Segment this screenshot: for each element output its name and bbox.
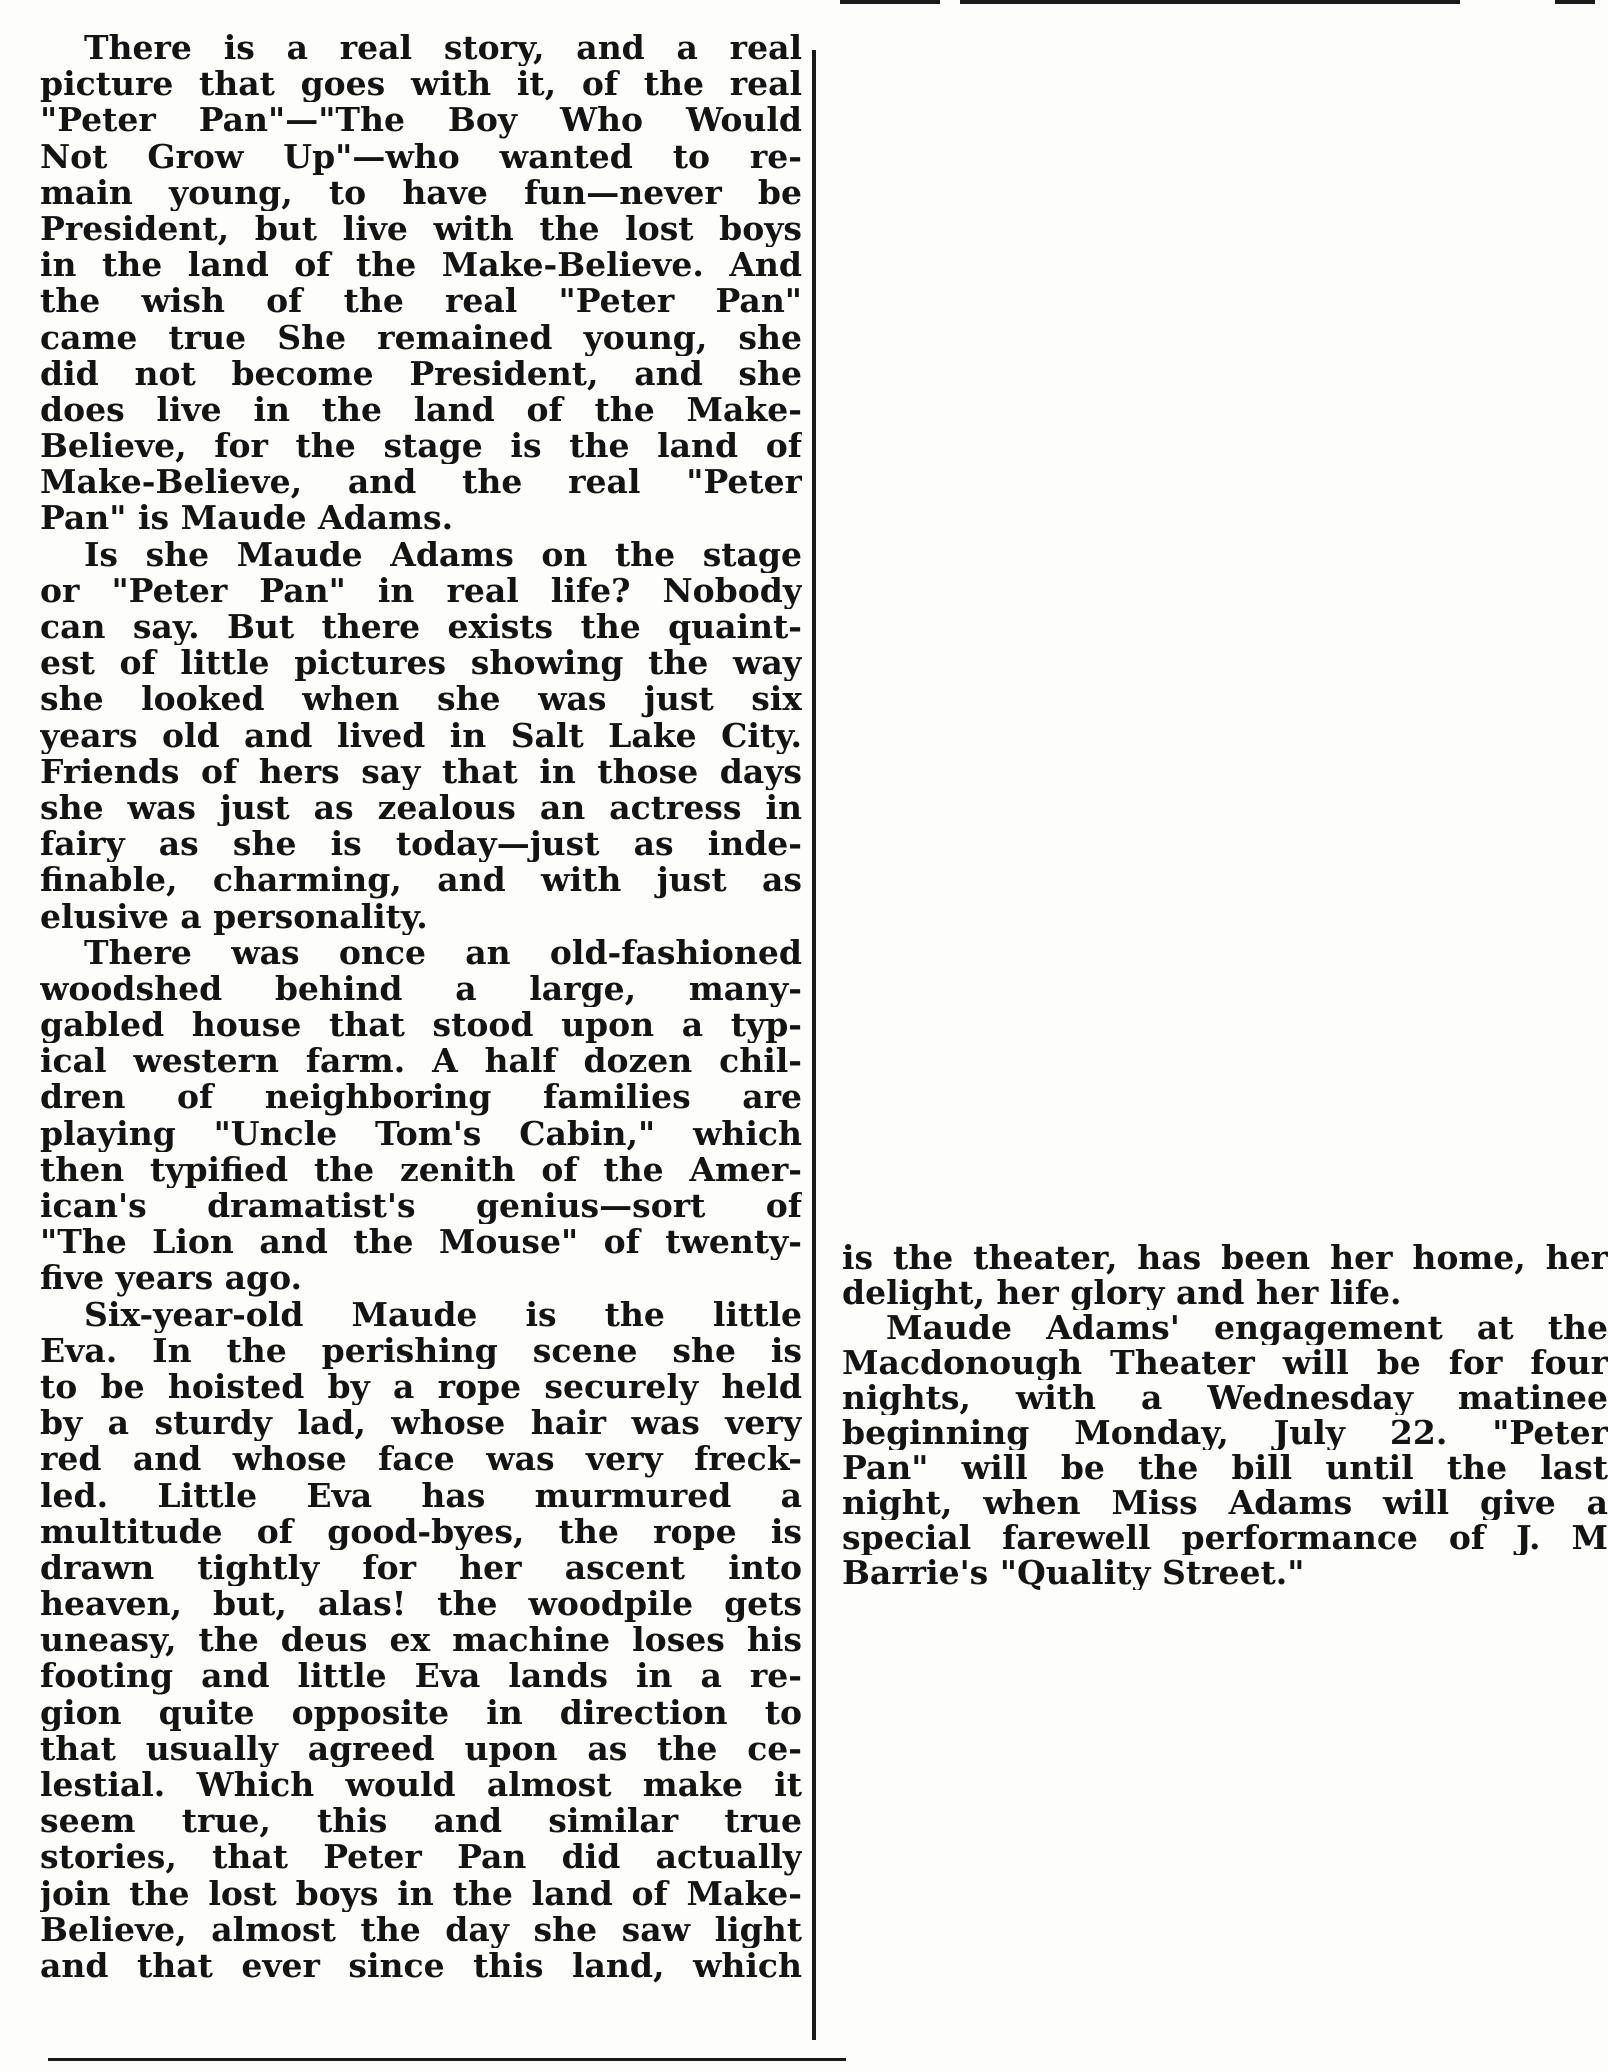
text-line: woodshed behind a large, many- [40,970,802,1008]
text-line: Is she Maude Adams on the stage [84,536,802,573]
text-line: in the land of the Make-Believe. And [40,247,802,284]
text-line: and that ever since this land, which [40,1947,802,1985]
text-line: years old and lived in Salt Lake City. [40,717,802,754]
text-line: uneasy, the deus ex machine loses his [40,1622,802,1659]
text-line: or "Peter Pan" in real life? Nobody [40,572,802,609]
text-line: finable, charming, and with just as [40,862,802,899]
text-line: dren of neighboring families are [40,1079,802,1116]
text-line: fairy as she is today—just as inde- [40,826,802,863]
text-line: Maude Adams' engagement at the [886,1310,1608,1345]
text-line: Pan" will be the bill until the last [842,1450,1608,1485]
text-line: five years ago. [40,1260,303,1297]
column-divider [812,50,816,2040]
text-line: Believe, almost the day she saw light [40,1911,802,1948]
text-line: President, but live with the lost boys [40,210,802,248]
text-line: is the theater, has been her home, her [842,1240,1608,1275]
text-line: night, when Miss Adams will give a [842,1485,1608,1520]
text-line: Friends of hers say that in those days [40,753,802,790]
text-line: Pan" is Maude Adams. [40,500,454,537]
text-line: seem true, this and similar true [40,1803,802,1840]
text-line: Barrie's "Quality Street." [842,1555,1305,1590]
article-column-left [40,30,802,1984]
top-rule-left [840,0,940,4]
text-line: gion quite opposite in direction to [40,1694,802,1731]
text-line: by a sturdy lad, whose hair was very [40,1405,802,1442]
text-line: that usually agreed upon as the ce- [40,1730,802,1767]
article-column-right [842,1240,1608,1590]
text-line: picture that goes with it, of the real [40,66,802,103]
text-line: multitude of good-byes, the rope is [40,1513,802,1550]
text-line: est of little pictures showing the way [40,645,802,682]
text-line: ical western farm. A half dozen chil- [40,1043,802,1080]
text-line: gabled house that stood upon a typ- [40,1007,802,1044]
text-line: did not become President, and she [40,355,802,392]
text-line: There is a real story, and a real [84,30,802,67]
text-line: she was just as zealous an actress in [40,789,802,827]
text-line: red and whose face was very freck- [40,1441,802,1478]
top-rule-right [1555,0,1595,4]
text-line: came true She remained young, she [40,319,802,356]
text-line: playing "Uncle Tom's Cabin," which [40,1115,802,1152]
text-line: drawn tightly for her ascent into [40,1549,802,1587]
text-line: Not Grow Up"—who wanted to re- [40,138,802,175]
text-line: There was once an old-fashioned [84,934,802,971]
text-line: Macdonough Theater will be for four [842,1345,1608,1380]
text-line: stories, that Peter Pan did actually [40,1839,802,1876]
text-line: lestial. Which would almost make it [40,1767,802,1804]
text-line: beginning Monday, July 22. "Peter [842,1415,1608,1450]
text-line: Make-Believe, and the real "Peter [40,464,802,501]
text-line: she looked when she was just six [40,681,802,718]
text-line: heaven, but, alas! the woodpile gets [40,1586,802,1623]
text-line: footing and little Eva lands in a re- [40,1658,802,1695]
text-line: special farewell performance of J. M [842,1520,1608,1555]
text-line: nights, with a Wednesday matinee [842,1380,1608,1415]
text-line: the wish of the real "Peter Pan" [40,283,802,320]
text-line: then typified the zenith of the Amer- [40,1151,802,1188]
top-rule-middle [960,0,1460,4]
text-line: does live in the land of the Make- [40,391,802,429]
text-line: ican's dramatist's genius—sort of [40,1188,802,1225]
bottom-rule [48,2058,846,2061]
text-line: main young, to have fun—never be [40,174,802,211]
text-line: join the lost boys in the land of Make- [40,1875,802,1912]
text-line: Believe, for the stage is the land of [40,428,802,465]
text-line: led. Little Eva has murmured a [40,1477,802,1514]
text-line: Eva. In the perishing scene she is [40,1332,802,1369]
text-line: "The Lion and the Mouse" of twenty- [40,1224,802,1261]
text-line: to be hoisted by a rope securely held [40,1368,802,1406]
text-line: delight, her glory and her life. [842,1275,1402,1310]
text-line: can say. But there exists the quaint- [40,609,802,646]
text-line: "Peter Pan"—"The Boy Who Would [40,102,802,139]
text-line: elusive a personality. [40,898,428,935]
text-line: Six-year-old Maude is the little [84,1296,802,1333]
